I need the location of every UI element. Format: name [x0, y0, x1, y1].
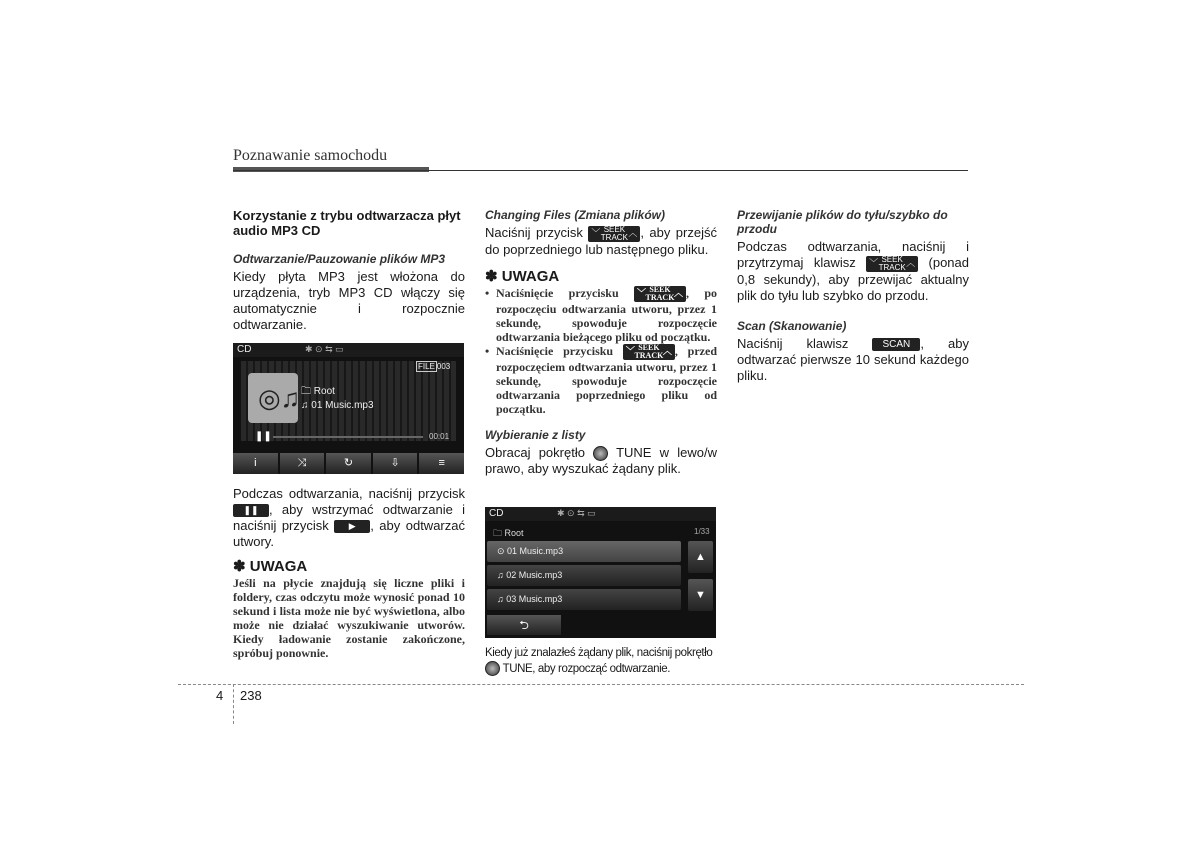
scroll-down-button[interactable]: ▼ [688, 579, 713, 611]
info-button[interactable]: i [233, 453, 278, 474]
play-button-icon: ▶ [334, 520, 370, 533]
footer-rule [178, 684, 1024, 685]
column-3 [737, 208, 969, 384]
back-button[interactable]: ⮌ [487, 615, 561, 635]
pause-button-icon: ❚❚ [233, 504, 269, 517]
subheading-changing-files: Changing Files (Zmiana plików) [485, 208, 666, 222]
running-header: Poznawanie samochodu [233, 147, 388, 164]
screen-status-bar [233, 343, 464, 357]
screen-playback [233, 343, 464, 474]
note-bullet-2: • Naciśnięcie przycisku ﹀ SEEK TRACK ︿ , przed rozpoczęciem odtwarzania utworu, przez 1 sekundę, spowoduje rozpoczęcie odtwarzania poprzedniego pliku od początku. [485, 344, 717, 416]
note-title: ✽ UWAGA [233, 558, 308, 575]
progress-bar[interactable] [273, 436, 423, 438]
scan-button-icon: SCAN [872, 338, 920, 351]
screen-file-list [485, 507, 716, 638]
scroll-up-button[interactable]: ▲ [688, 541, 713, 573]
screen-mode: CD [237, 344, 252, 355]
list-button[interactable]: ≡ [419, 453, 464, 474]
pause-icon[interactable]: ❚❚ [255, 431, 272, 442]
seek-track-button-icon: ﹀ SEEK TRACK ︿ [588, 226, 640, 242]
screen-status-bar [485, 507, 716, 521]
screen-mode: CD [489, 508, 504, 519]
seek-track-button-icon: ﹀ SEEK TRACK ︿ [866, 256, 918, 272]
paragraph-intro: Kiedy płyta MP3 jest włożona do urządzenia, tryb MP3 CD włączy się automatycznie i rozpocznie odtwarzanie. [233, 269, 465, 332]
repeat-button[interactable]: ↻ [326, 453, 371, 474]
folder-label: 🗀 Root [301, 386, 335, 397]
page-number: 238 [240, 688, 262, 703]
note-bullet-1: • Naciśnięcie przycisku ﹀ SEEK TRACK ︿ , po rozpoczęciu odtwarzania utworu, przez 1 sekundę, spowoduje rozpoczęcie odtwarzania bieżącego pliku od początku. [485, 286, 717, 344]
tune-knob-icon [485, 661, 500, 676]
list-counter: 1/33 [694, 527, 710, 536]
cd-artwork [248, 373, 301, 423]
chapter-number: 4 [216, 688, 224, 703]
note-body: Jeśli na płycie znajdują się liczne pliki i foldery, czas odczytu może wynosić ponad 10 sekund i lista może nie być wyświetlona, albo może nie działać wyszukiwanie utworów. Kiedy ładowanie zostanie zakończone, spróbuj ponownie. [233, 576, 465, 660]
subheading-select-list: Wybieranie z listy [485, 428, 586, 443]
subheading-rewind-forward: Przewijanie plików do tyłu/szybko do przodu [737, 208, 948, 236]
paragraph-rewind-forward: Podczas odtwarzania, naciśnij i przytrzymaj klawisz ﹀ SEEK TRACK ︿ (ponad 0,8 sekundy), aby przewijać aktualny plik do tyłu lub szybko do przodu. [737, 239, 969, 303]
save-button[interactable]: ⇩ [373, 453, 418, 474]
list-item[interactable]: ♫ 03 Music.mp3 [487, 589, 681, 610]
subheading-scan: Scan (Skanowanie) [737, 318, 847, 333]
seek-track-button-icon: ﹀ SEEK TRACK ︿ [634, 286, 686, 302]
folder-path: 🗀 Root [493, 528, 524, 538]
shuffle-button[interactable]: ⤨ [280, 453, 325, 474]
bluetooth-icon: ✱ ⊙ ⇆ ▭ [557, 508, 596, 518]
column-1-lower [233, 486, 465, 660]
subheading-play-pause: Odtwarzanie/Pauzowanie plików MP3 [233, 252, 446, 266]
paragraph-select-list: Obracaj pokrętło TUNE w lewo/w prawo, aby wyszukać żądany plik. [485, 445, 717, 477]
paragraph-changing-files: Naciśnij przycisk ﹀ SEEK TRACK ︿ , aby przejść do poprzedniego lub następnego pliku. [485, 224, 717, 257]
file-counter: FILE 003 [418, 362, 451, 371]
bluetooth-icon: ✱ ⊙ ⇆ ▭ [305, 344, 344, 354]
column-2 [485, 208, 717, 477]
section-heading: Korzystanie z trybu odtwarzacza płyt audio MP3 CD [233, 208, 461, 238]
note-title-2: ✽ UWAGA [485, 267, 560, 285]
elapsed-time: 00:01 [429, 432, 450, 441]
disc-icon: ◎♫ [258, 383, 301, 413]
column-1 [233, 208, 465, 333]
list-item[interactable]: ♫ 02 Music.mp3 [487, 565, 681, 586]
footer-divider [233, 684, 234, 724]
screen-caption: Kiedy już znalazłeś żądany plik, naciśnij pokrętło TUNE, aby rozpocząć odtwarzanie. [485, 647, 713, 675]
seek-track-button-icon: ﹀ SEEK TRACK ︿ [623, 344, 675, 360]
list-item[interactable]: ⊙ 01 Music.mp3 [487, 541, 681, 562]
paragraph-scan: Naciśnij klawisz SCAN , aby odtwarzać pierwsze 10 sekund każdego pliku. [737, 335, 969, 383]
screen-button-row [233, 453, 464, 474]
track-label: ♫ 01 Music.mp3 [301, 400, 374, 411]
header-rule [233, 170, 968, 171]
tune-knob-icon [593, 446, 608, 461]
paragraph-pause-play: Podczas odtwarzania, naciśnij przycisk ❚❚ , aby wstrzymać odtwarzanie i naciśnij przycisk ▶ , aby odtwarzać utwory. [233, 486, 465, 549]
